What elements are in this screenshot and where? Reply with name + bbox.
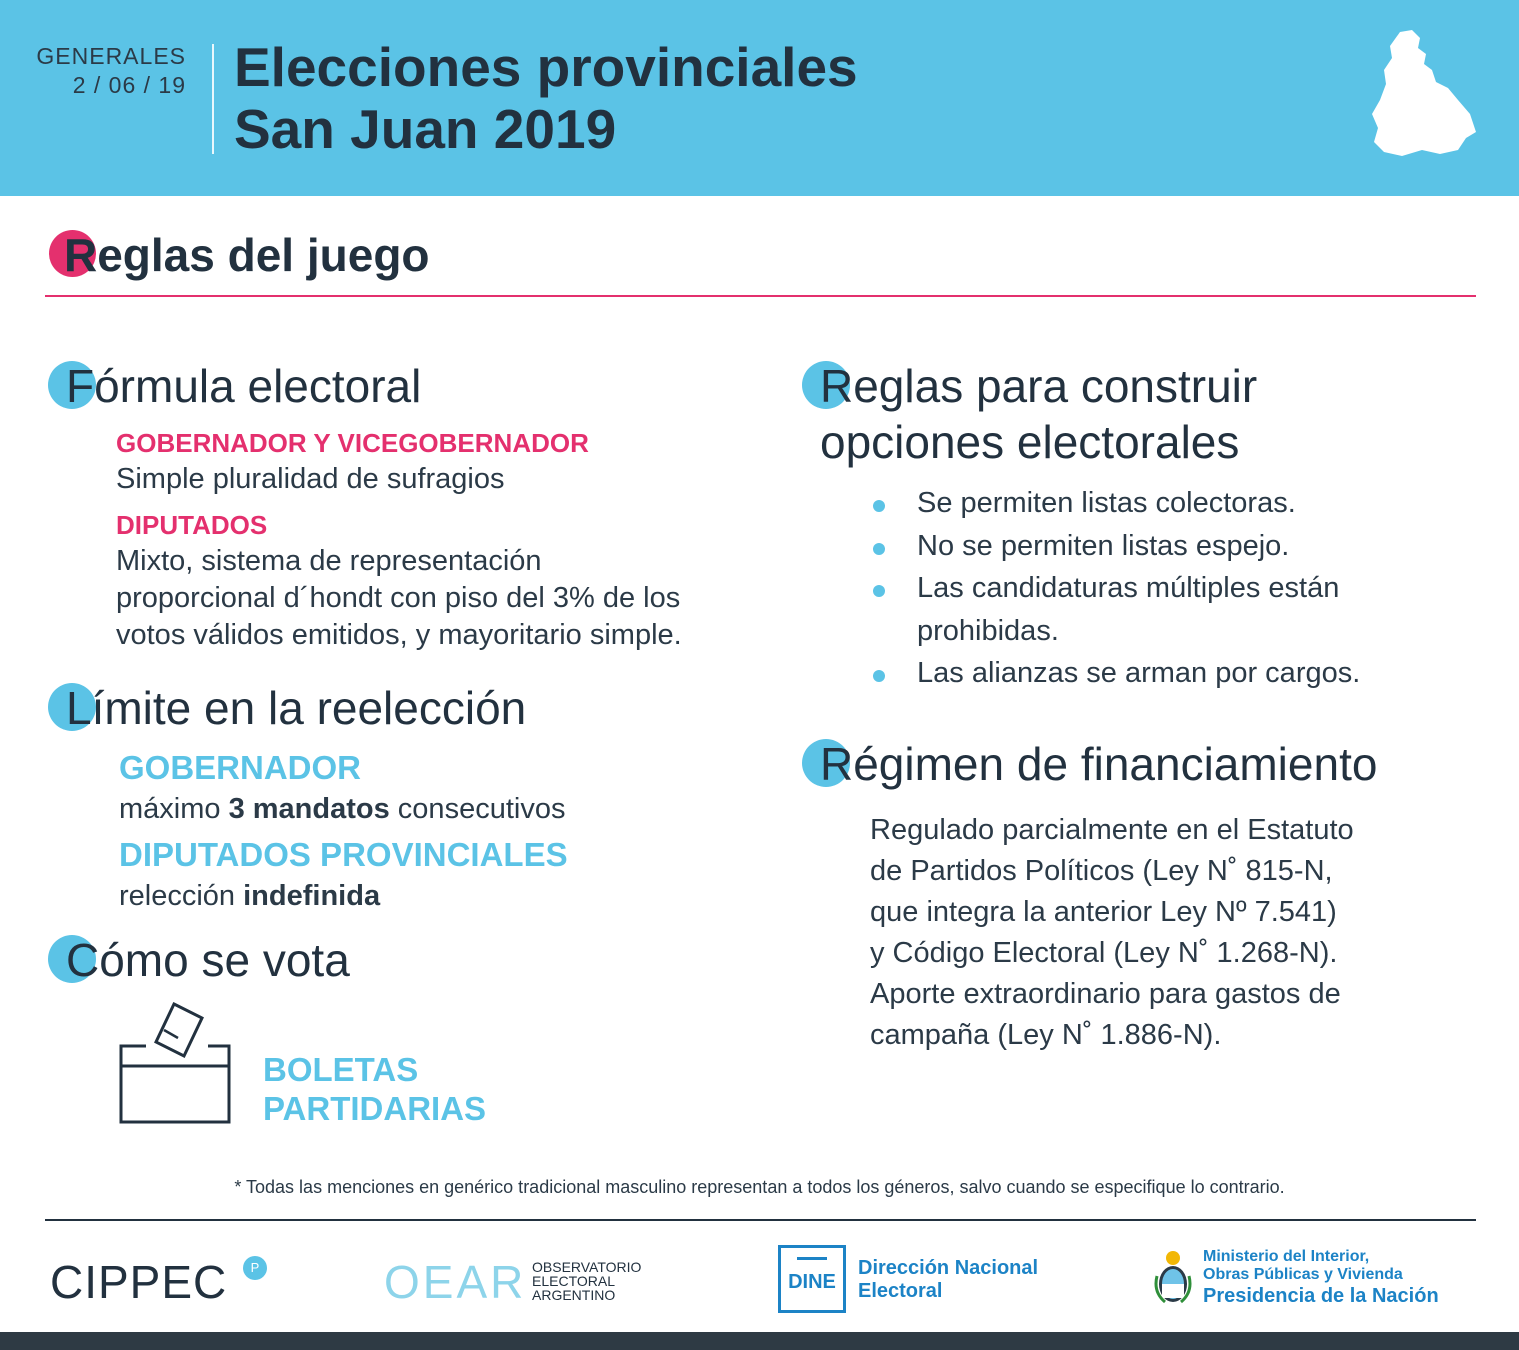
reeleccion-gob-label: GOBERNADOR (119, 749, 362, 786)
reeleccion-gob-text: máximo 3 mandatos consecutivos (119, 793, 566, 825)
list-item: Se permiten listas colectoras. (870, 482, 1470, 525)
dine-text: DINE (788, 1271, 836, 1293)
list-item: Las candidaturas múltiples están prohibidas. (870, 567, 1430, 652)
oear-subtitle: OBSERVATORIO ELECTORAL ARGENTINO (532, 1259, 642, 1303)
reglas-list (870, 482, 1470, 695)
title-line-1: Elecciones provinciales (234, 36, 858, 98)
list-item: No se permiten listas espejo. (870, 525, 1470, 568)
ballot-box-icon (118, 1000, 232, 1126)
san-juan-map-icon (1362, 28, 1482, 158)
date-value: 2 / 06 / 19 (72, 72, 186, 98)
ministerio-name: Ministerio del Interior, Obras Públicas y Vivienda Presidencia de la Nación (1203, 1248, 1439, 1307)
heading-divider (45, 295, 1476, 297)
cippec-mark-icon: P (243, 1256, 267, 1280)
oear-logo: OEAR (384, 1256, 527, 1308)
coat-of-arms-icon (1153, 1248, 1193, 1308)
reeleccion-dip-text: relección indefinida (119, 880, 381, 912)
header-band (0, 0, 1519, 196)
dine-bar (797, 1257, 827, 1260)
formula-gob-text: Simple pluralidad de sufragios (116, 463, 505, 495)
list-item: Las alianzas se arman por cargos. (870, 652, 1470, 695)
dine-logo (778, 1245, 846, 1313)
cippec-logo: CIPPEC (50, 1256, 228, 1308)
election-date (36, 42, 186, 100)
section-title: Reglas del juego (64, 229, 430, 281)
page-title (234, 36, 858, 160)
formula-dip-label: DIPUTADOS (116, 510, 268, 540)
bullet-dot (873, 670, 885, 682)
financiamiento-text: Regulado parcialmente en el Estatuto de Partidos Políticos (Ley N˚ 815-N, que integra la anterior Ley Nº 7.541) y Código Electoral (Ley N˚ 1.268-N). Aporte extraordinario para gastos de campaña (Ley N˚ 1.886-N). (870, 814, 1354, 1051)
bullet-dot (873, 585, 885, 597)
footer-divider (45, 1219, 1476, 1221)
voto-heading: Cómo se vota (66, 934, 350, 986)
bullet-dot (873, 543, 885, 555)
formula-gob-label: GOBERNADOR Y VICEGOBERNADOR (116, 428, 589, 458)
reglas-heading: Reglas para construir opciones electorales (820, 360, 1258, 468)
reeleccion-heading: Límite en la reelección (66, 682, 527, 734)
bottom-bar (0, 1332, 1519, 1350)
election-type: GENERALES (36, 43, 186, 69)
bullet-dot (873, 500, 885, 512)
footnote: * Todas las menciones en genérico tradicional masculino representan a todos los géneros, salvo cuando se especifique lo contrario. (234, 1177, 1285, 1197)
financiamiento-heading: Régimen de financiamiento (820, 738, 1378, 790)
title-line-2: San Juan 2019 (234, 98, 617, 160)
reeleccion-dip-label: DIPUTADOS PROVINCIALES (119, 836, 568, 873)
voto-method: BOLETAS PARTIDARIAS (263, 1051, 487, 1127)
dne-name: Dirección Nacional Electoral (858, 1257, 1039, 1302)
header-divider (212, 44, 214, 154)
formula-dip-text: Mixto, sistema de representación proporcional d´hondt con piso del 3% de los votos válidos emitidos, y mayoritario simple. (116, 545, 682, 651)
formula-heading: Fórmula electoral (66, 360, 422, 412)
